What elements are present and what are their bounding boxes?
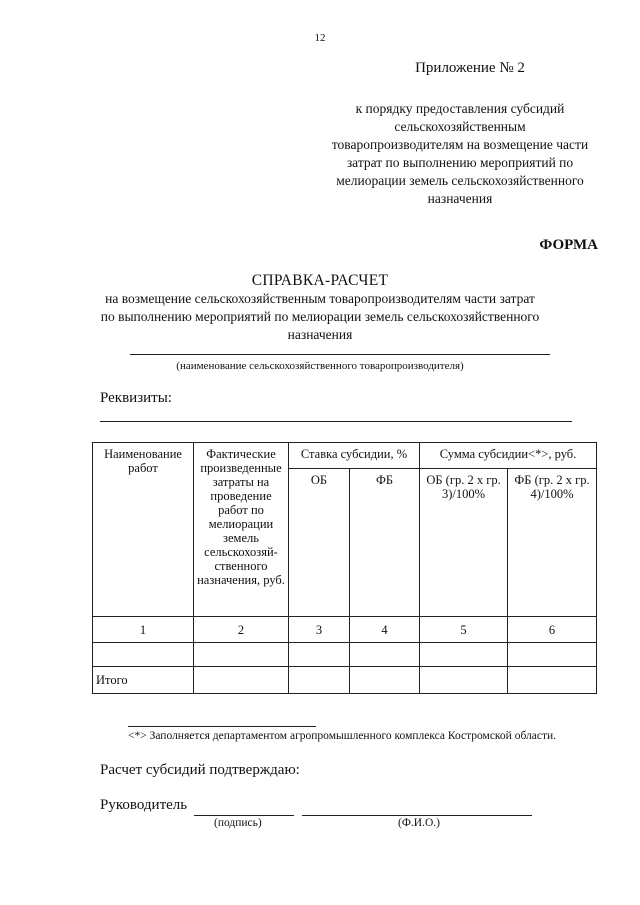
requisites-label: Реквизиты: xyxy=(100,390,172,406)
table-cell[interactable] xyxy=(350,667,420,694)
table-cell[interactable] xyxy=(350,643,420,667)
head-label: Руководитель xyxy=(100,797,188,813)
column-number: 1 xyxy=(93,617,194,643)
header-subsidy-sum: Сумма субсидии<*>, руб. xyxy=(420,443,597,469)
table-cell[interactable] xyxy=(194,643,289,667)
column-number-row xyxy=(93,617,597,643)
appendix-title: Приложение № 2 xyxy=(415,60,525,76)
column-number: 4 xyxy=(350,617,420,643)
table-cell[interactable] xyxy=(93,643,194,667)
header-sum-fb: ФБ (гр. 2 х гр. 4)/100% xyxy=(508,469,597,617)
confirm-label: Расчет субсидий подтверждаю: xyxy=(100,762,300,778)
subsidy-calculation-table xyxy=(92,442,597,694)
column-number: 6 xyxy=(508,617,597,643)
document-title: СПРАВКА-РАСЧЕТ xyxy=(251,272,389,289)
table-cell[interactable] xyxy=(508,667,597,694)
column-number: 2 xyxy=(194,617,289,643)
fio-caption: (Ф.И.О.) xyxy=(398,817,440,829)
producer-name-line[interactable] xyxy=(130,354,550,355)
column-number: 3 xyxy=(289,617,350,643)
signature-caption: (подпись) xyxy=(214,817,262,829)
page-number: 12 xyxy=(314,32,326,44)
table-cell[interactable] xyxy=(508,643,597,667)
table-header-row xyxy=(93,443,597,469)
header-rate-ob: ОБ xyxy=(289,469,350,617)
header-actual-costs: Фактические произведенные затраты на проведение работ по мелиорации земель сельскохозяй-ственного назначения, руб. xyxy=(194,443,289,617)
footnote-divider xyxy=(128,726,316,727)
header-rate-fb: ФБ xyxy=(350,469,420,617)
total-label: Итого xyxy=(93,667,194,694)
header-sum-ob: ОБ (гр. 2 х гр. 3)/100% xyxy=(420,469,508,617)
footnote: <*> Заполняется департаментом агропромышленного комплекса Костромской области. xyxy=(128,730,557,742)
fio-line[interactable] xyxy=(302,815,532,816)
requisites-line[interactable] xyxy=(100,421,572,422)
table-cell[interactable] xyxy=(420,667,508,694)
table-cell[interactable] xyxy=(289,667,350,694)
total-row xyxy=(93,667,597,694)
appendix-text: к порядку предоставления субсидий сельскохозяйственным товаропроизводителям на возмещение части затрат по выполнению мероприятий по мелиорации земель сельскохозяйственного назначения xyxy=(331,101,589,206)
document-subtitle: на возмещение сельскохозяйственным товаропроизводителям части затрат по выполнению мероприятий по мелиорации земель сельскохозяйственного назначения xyxy=(100,291,540,342)
producer-name-caption: (наименование сельскохозяйственного товаропроизводителя) xyxy=(176,360,464,372)
header-subsidy-rate: Ставка субсидии, % xyxy=(289,443,420,469)
table-cell[interactable] xyxy=(289,643,350,667)
column-number: 5 xyxy=(420,617,508,643)
table-cell[interactable] xyxy=(420,643,508,667)
table-row xyxy=(93,643,597,667)
header-work-name: Наименование работ xyxy=(93,443,194,617)
table-cell[interactable] xyxy=(194,667,289,694)
signature-line[interactable] xyxy=(194,815,294,816)
form-label: ФОРМА xyxy=(539,237,598,253)
